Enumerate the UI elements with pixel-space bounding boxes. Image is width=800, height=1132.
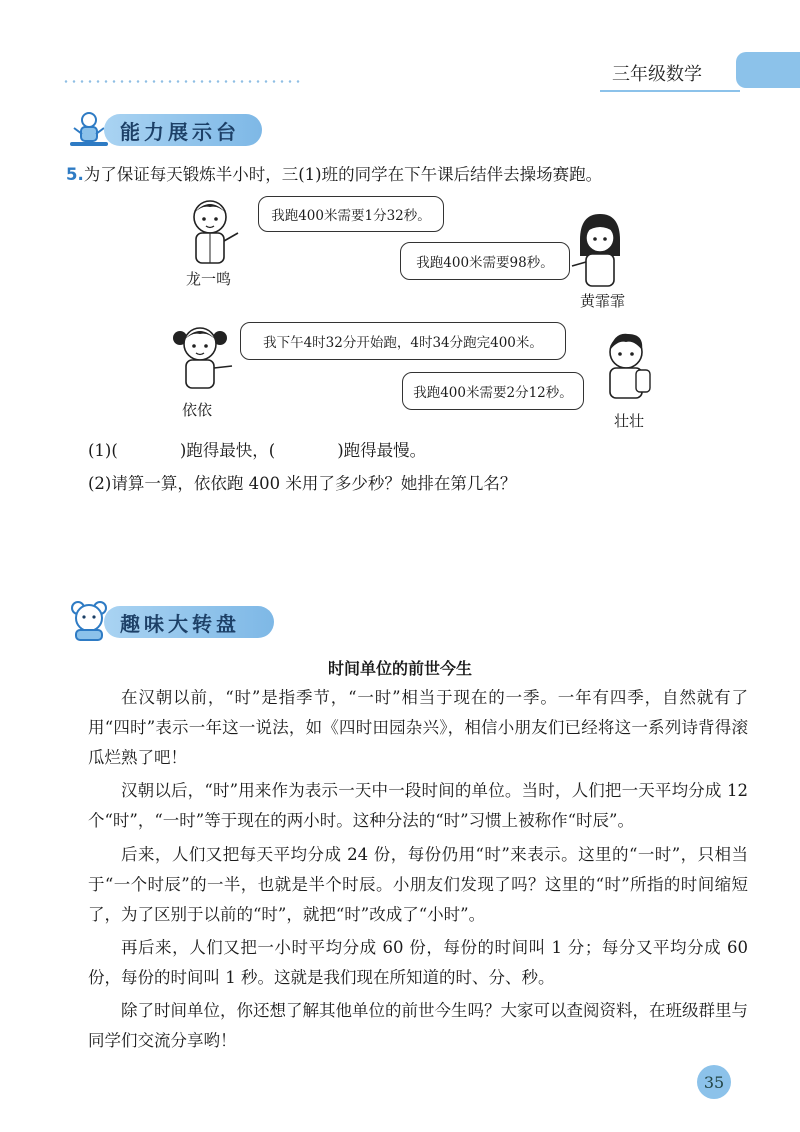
- speech-bubble-huangfeifei: 我跑400米需要98秒。: [400, 242, 570, 280]
- section-banner-ability: [104, 114, 262, 146]
- speech-bubble-yiyi: 我下午4时32分开始跑，4时34分跑完400米。: [240, 322, 566, 360]
- question-2: (2)请算一算，依依跑 400 米用了多少秒？她排在第几名？: [88, 474, 517, 493]
- article-paragraph-1: 在汉朝以前，“时”是指季节，“一时”相当于现在的一季。一年有四季，自然就有了用“四时”表示一年这一说法，如《四时田园杂兴》，相信小朋友们已经将这一系列诗背得滚瓜烂熟了吧！: [88, 688, 748, 767]
- speaker-name-longyiming: 龙一鸣: [186, 270, 232, 288]
- speaker-name-huangfeifei: 黄霏霏: [580, 292, 626, 310]
- question-1-prefix: (1)(: [88, 441, 118, 460]
- speaker-name-yiyi: 依依: [182, 401, 213, 419]
- speech-bubble-longyiming: 我跑400米需要1分32秒。: [258, 196, 444, 232]
- question-1: [88, 437, 426, 461]
- article-paragraph-2: 汉朝以后，“时”用来作为表示一天中一段时间的单位。当时，人们把一天平均分成 12 个“时”，“一时”等于现在的两小时。这种分法的“时”习惯上被称作“时辰”。: [88, 781, 748, 830]
- section-title: 趣味大转盘: [120, 611, 240, 636]
- speech-bubble-zhuangzhuang: 我跑400米需要2分12秒。: [402, 372, 584, 410]
- header-tab: [736, 52, 800, 88]
- speaker-name-zhuangzhuang: 壮壮: [614, 412, 645, 430]
- article-title: 时间单位的前世今生: [327, 659, 472, 678]
- problem-text: 为了保证每天锻炼半小时，三(1)班的同学在下午课后结伴去操场赛跑。: [83, 165, 603, 184]
- article-paragraph-5: 除了时间单位，你还想了解其他单位的前世今生吗？大家可以查阅资料，在班级群里与同学们交流分享哟！: [88, 1001, 748, 1050]
- article-paragraph-4: 再后来，人们又把一小时平均分成 60 份，每份的时间叫 1 分；每分又平均分成 60 份，每份的时间叫 1 秒。这就是我们现在所知道的时、分、秒。: [88, 938, 748, 987]
- header-dotted-line: [62, 80, 302, 83]
- grade-label: 三年级数学: [612, 64, 702, 85]
- girl-yiyi-icon: [166, 320, 238, 400]
- boy-longyiming-icon: [180, 195, 244, 271]
- problem-statement: [66, 161, 602, 185]
- girl-huangfeifei-icon: [566, 210, 632, 294]
- header-rule: [600, 90, 740, 92]
- page-number: 35: [697, 1065, 731, 1099]
- section-title: 能力展示台: [120, 119, 240, 144]
- boy-zhuangzhuang-icon: [594, 328, 660, 408]
- question-1-mid: )跑得最快，(: [179, 441, 276, 460]
- problem-number: 5.: [66, 165, 84, 184]
- article-paragraph-3: 后来，人们又把每天平均分成 24 份，每份仍用“时”来表示。这里的“一时”，只相当于“一个时辰”的一半，也就是半个时辰。小朋友们发现了吗？这里的“时”所指的时间缩短了，为了区别于以前的“时”，就把“时”改成了“小时”。: [88, 845, 748, 924]
- section-banner-fun: [104, 606, 274, 638]
- question-1-suffix: )跑得最慢。: [337, 441, 427, 460]
